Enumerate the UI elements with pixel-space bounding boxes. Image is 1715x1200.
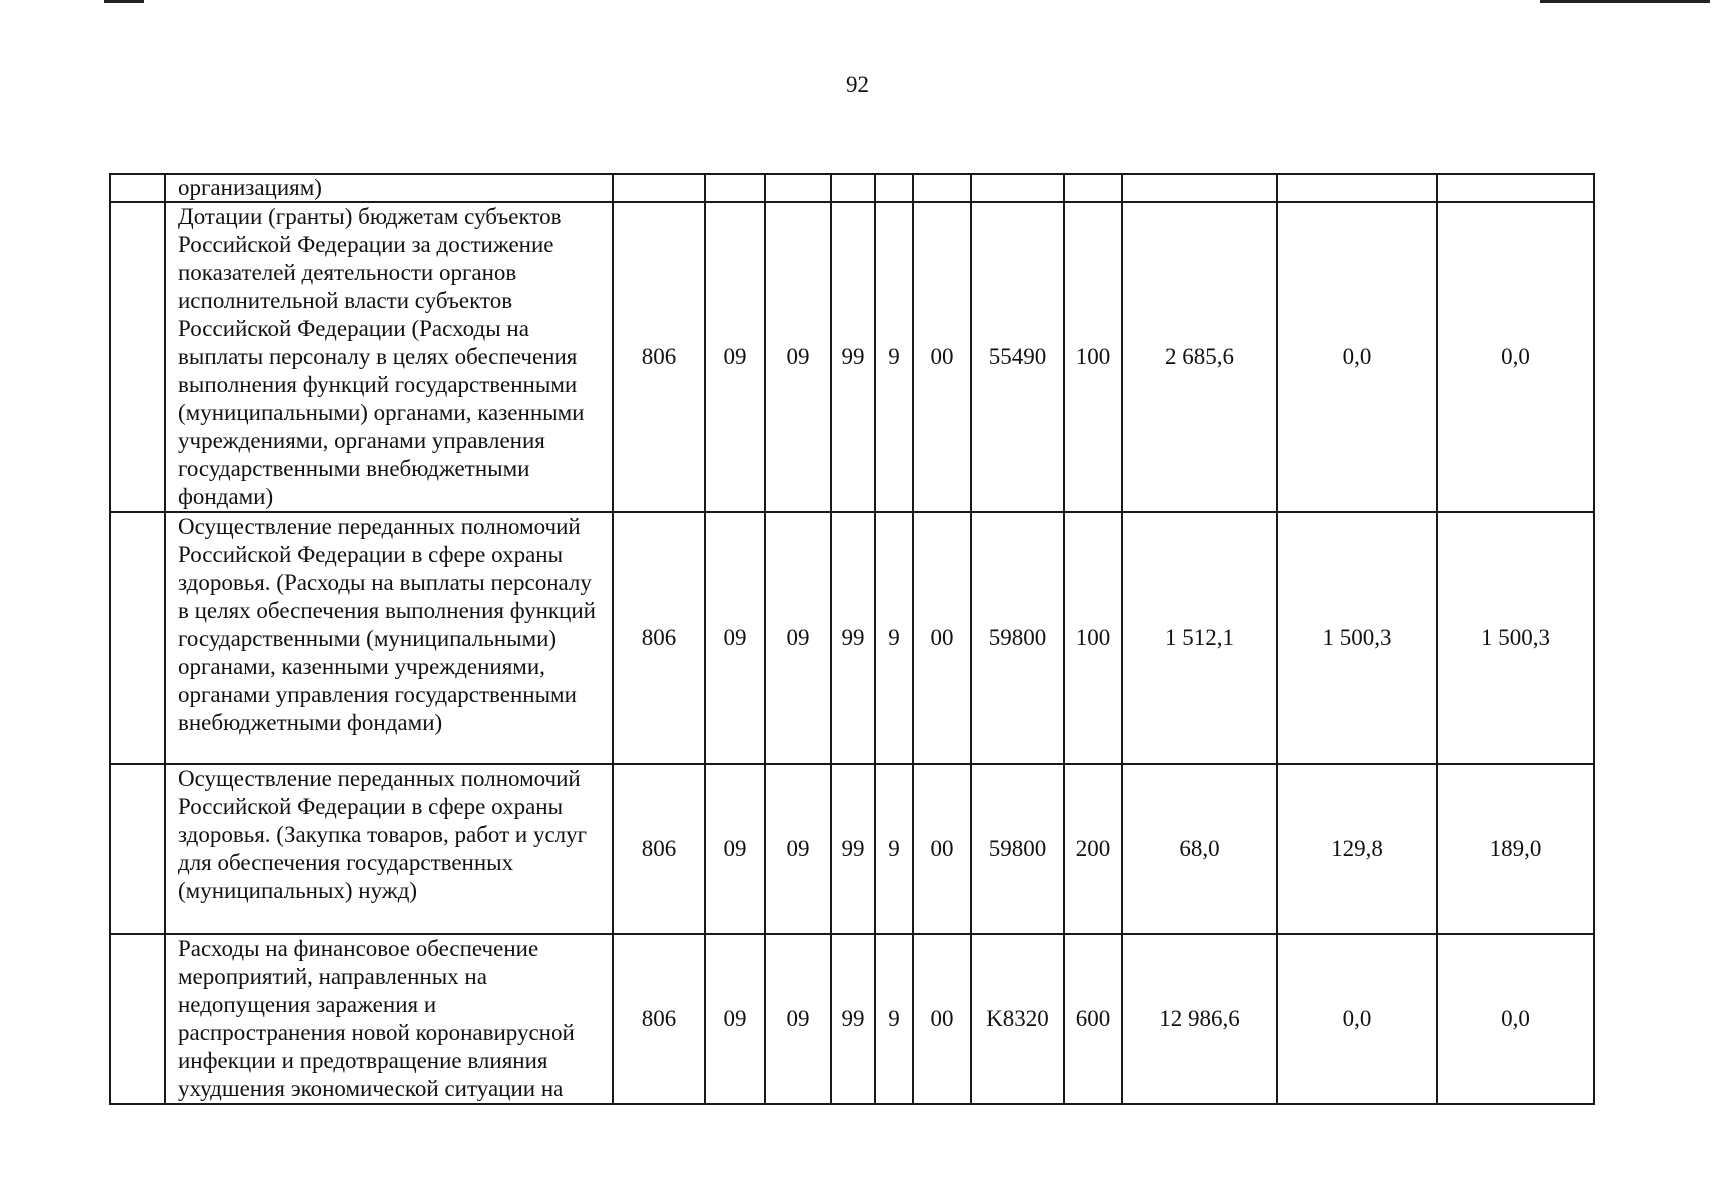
ministry-code-cell: 806 bbox=[613, 512, 705, 764]
table-row bbox=[110, 174, 1594, 202]
description-cell: Дотации (гранты) бюджетам субъектов Российской Федерации за достижение показателей деятельности органов исполнительной власти субъектов Российской Федерации (Расходы на выплаты персоналу в целях обеспечения выполнения функций государственными (муниципальными) органами, казенными учреждениями, органами управления государственными внебюджетными фондами) bbox=[165, 202, 613, 512]
expense-type-cell: 200 bbox=[1064, 764, 1122, 934]
code-cell bbox=[613, 174, 705, 202]
subprogram-code-cell: 9 bbox=[875, 202, 913, 512]
page-number: 92 bbox=[846, 72, 869, 97]
amount-cell bbox=[1277, 174, 1437, 202]
row-number-cell bbox=[110, 764, 165, 934]
code-cell bbox=[971, 174, 1064, 202]
subprogram-code-cell: 9 bbox=[875, 764, 913, 934]
code-cell bbox=[1064, 174, 1122, 202]
event-code-cell: 00 bbox=[913, 202, 971, 512]
row-number-cell bbox=[110, 202, 165, 512]
scan-artifact-right bbox=[1540, 0, 1710, 3]
subsection-code-cell: 09 bbox=[765, 202, 831, 512]
subsection-code-cell: 09 bbox=[765, 764, 831, 934]
row-number-cell bbox=[110, 174, 165, 202]
event-code-cell: 00 bbox=[913, 934, 971, 1104]
expense-type-cell: 600 bbox=[1064, 934, 1122, 1104]
ministry-code-cell: 806 bbox=[613, 764, 705, 934]
code-cell bbox=[765, 174, 831, 202]
table-row bbox=[110, 934, 1594, 1104]
program-code-cell: 99 bbox=[831, 202, 875, 512]
amount-cell bbox=[1437, 174, 1594, 202]
amount-year2-cell: 0,0 bbox=[1277, 934, 1437, 1104]
description-cell: Осуществление переданных полномочий Российской Федерации в сфере охраны здоровья. (Расходы на выплаты персоналу в целях обеспечения выполнения функций государственными (муниципальными) органами, казенными учреждениями, органами управления государственными внебюджетными фондами) bbox=[165, 512, 613, 764]
amount-year3-cell: 0,0 bbox=[1437, 202, 1594, 512]
code-cell bbox=[913, 174, 971, 202]
table-row bbox=[110, 202, 1594, 512]
amount-year2-cell: 1 500,3 bbox=[1277, 512, 1437, 764]
section-code-cell: 09 bbox=[705, 512, 765, 764]
direction-code-cell: 59800 bbox=[971, 512, 1064, 764]
expense-type-cell: 100 bbox=[1064, 202, 1122, 512]
row-number-cell bbox=[110, 512, 165, 764]
amount-year1-cell: 12 986,6 bbox=[1122, 934, 1277, 1104]
amount-year2-cell: 129,8 bbox=[1277, 764, 1437, 934]
program-code-cell: 99 bbox=[831, 512, 875, 764]
ministry-code-cell: 806 bbox=[613, 202, 705, 512]
amount-year3-cell: 1 500,3 bbox=[1437, 512, 1594, 764]
code-cell bbox=[831, 174, 875, 202]
event-code-cell: 00 bbox=[913, 764, 971, 934]
table-row bbox=[110, 764, 1594, 934]
event-code-cell: 00 bbox=[913, 512, 971, 764]
amount-year2-cell: 0,0 bbox=[1277, 202, 1437, 512]
expense-type-cell: 100 bbox=[1064, 512, 1122, 764]
code-cell bbox=[875, 174, 913, 202]
program-code-cell: 99 bbox=[831, 934, 875, 1104]
program-code-cell: 99 bbox=[831, 764, 875, 934]
subprogram-code-cell: 9 bbox=[875, 512, 913, 764]
subprogram-code-cell: 9 bbox=[875, 934, 913, 1104]
subsection-code-cell: 09 bbox=[765, 934, 831, 1104]
amount-year1-cell: 1 512,1 bbox=[1122, 512, 1277, 764]
amount-year1-cell: 68,0 bbox=[1122, 764, 1277, 934]
description-cell: Расходы на финансовое обеспечение мероприятий, направленных на недопущения заражения и распространения новой коронавирусной инфекции и предотвращение влияния ухудшения экономической ситуации на bbox=[165, 934, 613, 1104]
budget-table bbox=[109, 173, 1595, 1105]
ministry-code-cell: 806 bbox=[613, 934, 705, 1104]
table-row bbox=[110, 512, 1594, 764]
direction-code-cell: 59800 bbox=[971, 764, 1064, 934]
section-code-cell: 09 bbox=[705, 764, 765, 934]
amount-year1-cell: 2 685,6 bbox=[1122, 202, 1277, 512]
section-code-cell: 09 bbox=[705, 202, 765, 512]
section-code-cell: 09 bbox=[705, 934, 765, 1104]
amount-year3-cell: 0,0 bbox=[1437, 934, 1594, 1104]
subsection-code-cell: 09 bbox=[765, 512, 831, 764]
scan-artifact-left bbox=[104, 0, 144, 3]
amount-year3-cell: 189,0 bbox=[1437, 764, 1594, 934]
code-cell bbox=[705, 174, 765, 202]
amount-cell bbox=[1122, 174, 1277, 202]
direction-code-cell: K8320 bbox=[971, 934, 1064, 1104]
description-cell: организациям) bbox=[165, 174, 613, 202]
direction-code-cell: 55490 bbox=[971, 202, 1064, 512]
description-cell: Осуществление переданных полномочий Российской Федерации в сфере охраны здоровья. (Закупка товаров, работ и услуг для обеспечения государственных (муниципальных) нужд) bbox=[165, 764, 613, 934]
row-number-cell bbox=[110, 934, 165, 1104]
